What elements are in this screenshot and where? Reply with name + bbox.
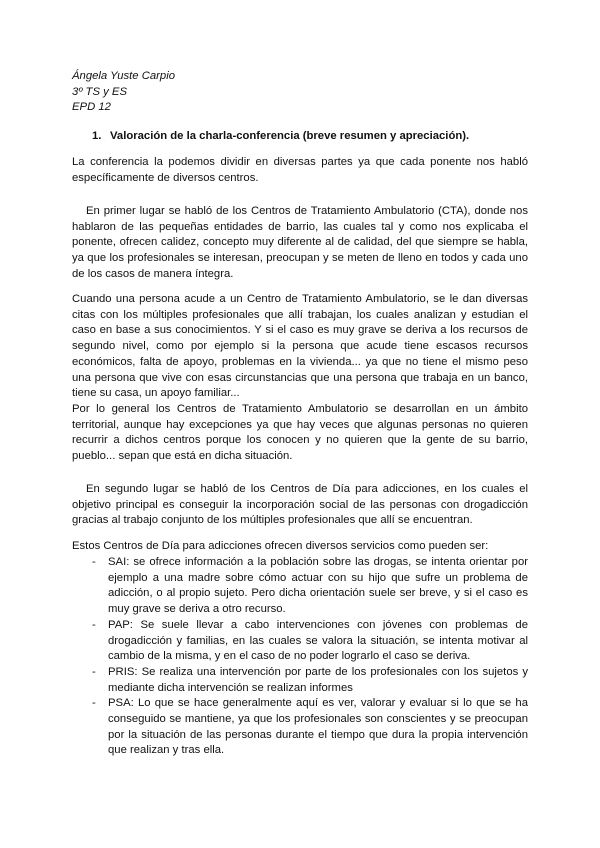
- list-item-text: SAI: se ofrece información a la población sobre las drogas, se intenta orientar por ejemplo a una madre sobre cómo actuar con su hijo que sufre un problema de adicción, o al propio sujeto. Pero dicha orientación suele ser breve, y si el caso es muy grave se deriva a otro recurso.: [108, 556, 528, 616]
- services-list: [72, 555, 528, 759]
- list-item-text: PAP: Se suele llevar a cabo intervenciones con jóvenes con problemas de drogadicción y familias, en las cuales se valora la situación, se intenta motivar al cambio de la misma, y en el caso de no poder lograrlo el caso se deriva.: [108, 618, 528, 663]
- list-item: [72, 618, 528, 665]
- group-label: EPD 12: [72, 101, 111, 114]
- paragraph-services-intro: Estos Centros de Día para adicciones ofrecen diversos servicios como pueden ser:: [72, 540, 489, 552]
- list-item-text: PRIS: Se realiza una intervención por parte de los profesionales con los sujetos y mediante dicha intervención se realizan informes: [108, 665, 528, 694]
- bullet-dash: -: [92, 697, 96, 710]
- author-name: Ángela Yuste Carpio: [72, 70, 175, 82]
- paragraph-cta-territory: Por lo general los Centros de Tratamiento Ambulatorio se desarrollan en un ámbito territorial, aunque hay excepciones ya que hay veces que algunas personas no quieren recurrir a dichos centros porque los conocen y no quieren que la gente de su barrio, pueblo... sepan que está en dicha situación.: [72, 403, 528, 463]
- paragraph-cta-process: Cuando una persona acude a un Centro de Tratamiento Ambulatorio, se le dan diversas citas con los múltiples profesionales que allí trabajan, los cuales analizan y estudian el caso en base a sus conocimientos. Y si el caso es muy grave se deriva a los recursos de segundo nivel, como por ejemplo si la persona que acude tiene escasos recursos económicos, falta de apoyo, problemas en la vivienda... ya que no tiene el mismo peso una persona que vive con esas circunstancias que una persona que trabaja en un banco, tiene su casa, un apoyo familiar...: [72, 293, 528, 400]
- course-label: 3º TS y ES: [72, 85, 127, 98]
- paragraph-intro: La conferencia la podemos dividir en diversas partes ya que cada ponente nos habló específicamente de diversos centros.: [72, 156, 528, 184]
- list-item: [72, 696, 528, 759]
- bullet-dash: -: [92, 618, 96, 631]
- document-header: [72, 69, 528, 116]
- paragraph-day-centers: En segundo lugar se habló de los Centros de Día para adicciones, en los cuales el objetivo principal es conseguir la incorporación social de las personas con drogadicción gracias al trabajo conjunto de los múltiples profesionales que allí se encuentran.: [72, 483, 528, 527]
- list-item-text: PSA: Lo que se hace generalmente aquí es ver, valorar y evaluar si lo que se ha conseguido se mantiene, ya que los profesionales son conscientes y se preocupan por la situación de las personas durante el tiempo que dura la propia intervención que realizan y tras ella.: [108, 697, 528, 757]
- section-heading: [92, 129, 532, 145]
- paragraph-cta: En primer lugar se habló de los Centros de Tratamiento Ambulatorio (CTA), donde nos hablaron de las pequeñas entidades de barrio, las cuales tal y como nos explicaba el ponente, ofrecen calidez, concepto muy diferente al de calidad, del que siempre se habla, ya que los profesionales se interesan, preocupan y se meten de lleno en todos y cada uno de los casos de manera íntegra.: [72, 205, 528, 280]
- list-item: [72, 555, 528, 618]
- bullet-dash: -: [92, 665, 96, 678]
- bullet-dash: -: [92, 556, 96, 568]
- heading-number: 1.: [92, 130, 102, 142]
- list-item: [72, 665, 528, 696]
- heading-title: Valoración de la charla-conferencia (breve resumen y apreciación).: [110, 130, 470, 142]
